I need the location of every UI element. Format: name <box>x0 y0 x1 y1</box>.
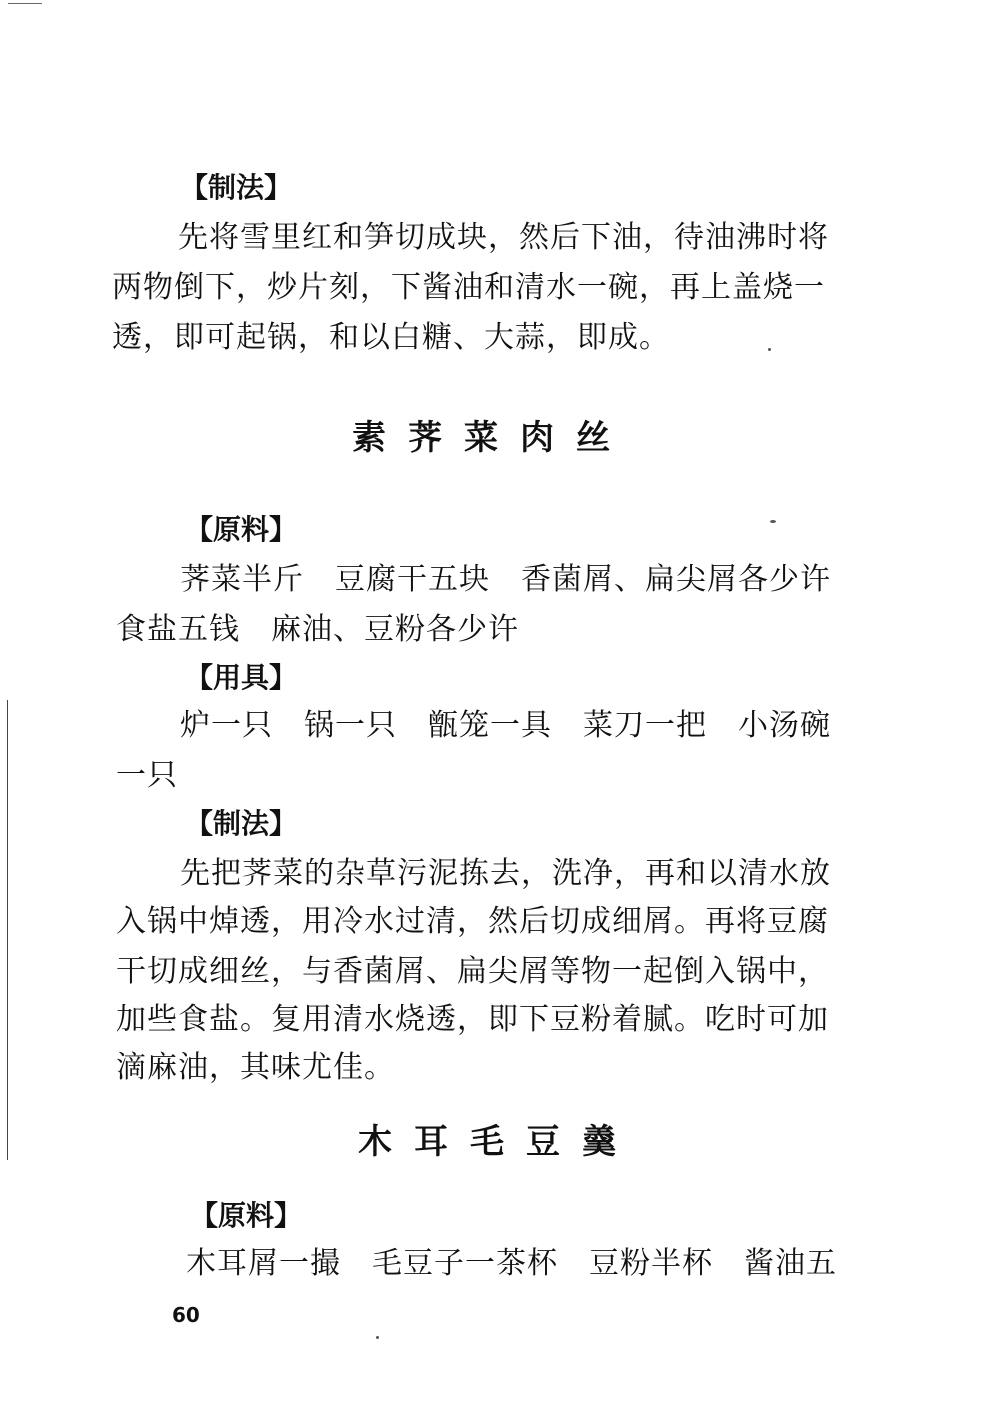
scan-speck <box>376 1336 379 1339</box>
method-line: 两物倒下，炒片刻，下酱油和清水一碗，再上盖烧一 <box>112 270 825 305</box>
ingredients-line: 食盐五钱 麻油、豆粉各少许 <box>116 612 519 647</box>
method-header: 【制法】 <box>180 171 293 204</box>
recipe-title: 木耳毛豆羹 <box>358 1122 638 1162</box>
method-header: 【制法】 <box>185 807 298 840</box>
tools-line: 炉一只 锅一只 甑笼一具 菜刀一把 小汤碗 <box>180 708 831 743</box>
scan-speck <box>770 520 776 523</box>
ingredients-header: 【原料】 <box>190 1199 303 1232</box>
method-line: 透，即可起锅，和以白糖、大蒜，即成。 <box>112 320 670 355</box>
method-line: 先把荠菜的杂草污泥拣去，洗净，再和以清水放 <box>180 856 831 891</box>
method-line: 入锅中焯透，用冷水过清，然后切成细屑。再将豆腐 <box>116 904 829 939</box>
tools-line: 一只 <box>116 758 178 793</box>
page-number: 60 <box>172 1303 200 1327</box>
recipe-title: 素荠菜肉丝 <box>352 418 632 458</box>
ingredients-line: 荠菜半斤 豆腐干五块 香菌屑、扁尖屑各少许 <box>180 562 831 597</box>
ingredients-line: 木耳屑一撮 毛豆子一茶杯 豆粉半杯 酱油五 <box>186 1246 837 1281</box>
method-line: 先将雪里红和笋切成块，然后下油，待油沸时将 <box>178 220 829 255</box>
method-line: 加些食盐。复用清水烧透，即下豆粉着腻。吃时可加 <box>116 1002 829 1037</box>
scan-edge <box>7 700 8 1160</box>
ingredients-header: 【原料】 <box>185 513 298 546</box>
scan-mark <box>8 3 42 4</box>
method-line: 干切成细丝，与香菌屑、扁尖屑等物一起倒入锅中， <box>116 954 829 989</box>
method-line: 滴麻油，其味尤佳。 <box>116 1050 395 1085</box>
tools-header: 【用具】 <box>185 661 298 694</box>
scan-speck <box>768 348 771 351</box>
